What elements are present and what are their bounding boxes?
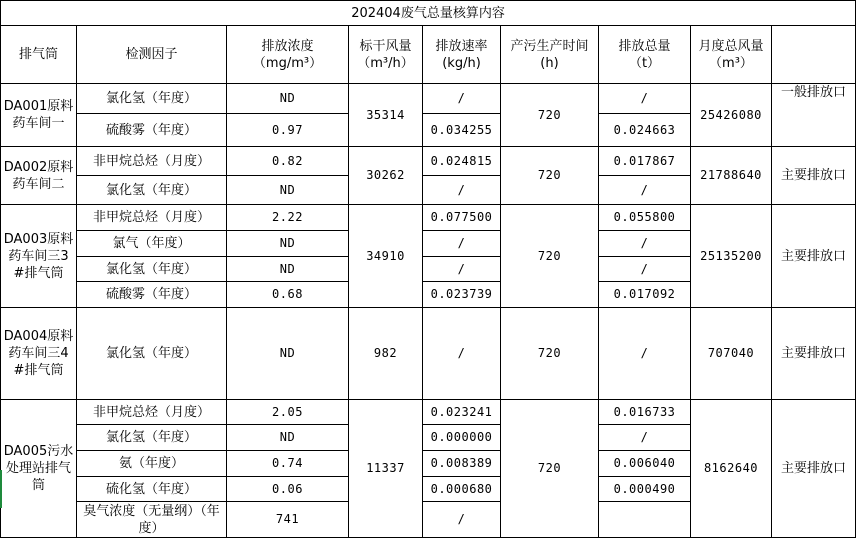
table-title[interactable]: 202404废气总量核算内容 <box>1 1 856 26</box>
rate-cell[interactable]: 0.008389 <box>423 451 501 477</box>
header-rate-unit: (kg/h) <box>442 55 481 71</box>
table-row <box>1 400 856 425</box>
header-total-label: 排放总量 <box>618 38 671 54</box>
header-rate-label: 排放速率 <box>435 38 488 54</box>
header-monthly-airflow-unit: （m³） <box>709 55 753 71</box>
concentration-cell[interactable]: ND <box>227 308 349 400</box>
header-factor[interactable] <box>77 26 227 84</box>
total-cell[interactable] <box>599 502 691 538</box>
rate-cell[interactable]: / <box>423 257 501 282</box>
total-cell[interactable]: / <box>599 257 691 282</box>
rate-cell[interactable]: / <box>423 231 501 257</box>
header-concentration[interactable] <box>227 26 349 84</box>
total-cell[interactable]: / <box>599 231 691 257</box>
table-row <box>1 84 856 114</box>
header-hours-unit: (h) <box>540 55 559 71</box>
concentration-cell[interactable]: ND <box>227 84 349 114</box>
hours-cell[interactable]: 720 <box>501 308 599 400</box>
stack-name-cell[interactable]: DA001原料药车间一 <box>1 84 77 147</box>
monthly-airflow-cell[interactable]: 8162640 <box>691 400 772 538</box>
airflow-cell[interactable]: 35314 <box>349 84 423 147</box>
rate-cell[interactable]: 0.023241 <box>423 400 501 425</box>
factor-cell[interactable]: 氯化氢（年度） <box>77 84 227 114</box>
header-stack-label: 排气筒 <box>18 47 58 62</box>
header-row <box>1 26 856 84</box>
outlet-type-cell[interactable] <box>772 84 856 147</box>
header-outlet-type[interactable] <box>772 26 856 84</box>
title-row <box>1 1 856 26</box>
header-total[interactable] <box>599 26 691 84</box>
factor-cell[interactable]: 氨（年度） <box>77 451 227 477</box>
header-monthly-airflow-label: 月度总风量 <box>698 38 764 54</box>
header-rate[interactable] <box>423 26 501 84</box>
total-cell[interactable]: 0.024663 <box>599 114 691 147</box>
outlet-type-label: 主要排放口 <box>781 168 847 183</box>
airflow-cell[interactable]: 982 <box>349 308 423 400</box>
header-concentration-unit: （mg/m³） <box>252 55 323 71</box>
factor-cell[interactable]: 臭气浓度（无量纲）（年度） <box>77 502 227 538</box>
concentration-cell[interactable]: 0.82 <box>227 147 349 176</box>
header-airflow[interactable] <box>349 26 423 84</box>
stack-name-cell[interactable]: DA004原料药车间三4#排气筒 <box>1 308 77 400</box>
stack-name-cell[interactable]: DA002原料药车间二 <box>1 147 77 205</box>
concentration-cell[interactable]: 2.22 <box>227 205 349 231</box>
factor-cell[interactable]: 硫酸雾（年度） <box>77 282 227 308</box>
airflow-cell[interactable]: 34910 <box>349 205 423 308</box>
hours-cell[interactable]: 720 <box>501 147 599 205</box>
monthly-airflow-cell[interactable]: 25426080 <box>691 84 772 147</box>
rate-cell[interactable]: / <box>423 308 501 400</box>
header-total-unit: （t） <box>628 55 661 71</box>
header-airflow-unit: （m³/h） <box>357 55 414 71</box>
monthly-airflow-cell[interactable]: 707040 <box>691 308 772 400</box>
concentration-cell[interactable]: 0.06 <box>227 477 349 502</box>
monthly-airflow-cell[interactable]: 25135200 <box>691 205 772 308</box>
factor-cell[interactable]: 非甲烷总烃（月度） <box>77 147 227 176</box>
concentration-cell[interactable]: ND <box>227 257 349 282</box>
factor-cell[interactable]: 氯化氢（年度） <box>77 308 227 400</box>
factor-cell[interactable]: 硫化氢（年度） <box>77 477 227 502</box>
outlet-type-label: 主要排放口 <box>781 346 847 361</box>
factor-cell[interactable]: 硫酸雾（年度） <box>77 114 227 147</box>
rate-cell[interactable]: 0.023739 <box>423 282 501 308</box>
outlet-type-label: 主要排放口 <box>781 248 847 264</box>
rate-cell[interactable]: 0.024815 <box>423 147 501 176</box>
airflow-cell[interactable]: 30262 <box>349 147 423 205</box>
rate-cell[interactable]: 0.077500 <box>423 205 501 231</box>
concentration-cell[interactable]: 2.05 <box>227 400 349 425</box>
concentration-cell[interactable]: 0.68 <box>227 282 349 308</box>
rate-cell[interactable]: / <box>423 84 501 114</box>
factor-cell[interactable]: 氯气（年度） <box>77 231 227 257</box>
total-cell[interactable]: / <box>599 425 691 451</box>
concentration-cell[interactable]: 0.97 <box>227 114 349 147</box>
factor-cell[interactable]: 氯化氢（年度） <box>77 425 227 451</box>
cell-selection-marker <box>0 470 2 508</box>
header-hours-label: 产污生产时间 <box>510 38 589 54</box>
concentration-cell[interactable]: ND <box>227 176 349 205</box>
outlet-type-cell[interactable] <box>772 147 856 205</box>
hours-cell[interactable]: 720 <box>501 84 599 147</box>
factor-cell[interactable]: 非甲烷总烃（月度） <box>77 205 227 231</box>
total-cell[interactable]: 0.016733 <box>599 400 691 425</box>
total-cell[interactable]: 0.017092 <box>599 282 691 308</box>
header-factor-label: 检测因子 <box>125 47 178 62</box>
table-row <box>1 147 856 176</box>
rate-cell[interactable]: / <box>423 176 501 205</box>
total-cell[interactable]: / <box>599 308 691 400</box>
total-cell[interactable]: 0.055800 <box>599 205 691 231</box>
stack-name-cell[interactable]: DA005污水处理站排气筒 <box>1 400 77 538</box>
outlet-type-cell[interactable] <box>772 400 856 538</box>
factor-cell[interactable]: 非甲烷总烃（月度） <box>77 400 227 425</box>
hours-cell[interactable]: 720 <box>501 400 599 538</box>
rate-cell[interactable]: 0.000000 <box>423 425 501 451</box>
header-stack[interactable] <box>1 26 77 84</box>
concentration-cell[interactable]: ND <box>227 425 349 451</box>
total-cell[interactable]: 0.006040 <box>599 451 691 477</box>
table-row <box>1 205 856 231</box>
total-cell[interactable]: 0.017867 <box>599 147 691 176</box>
total-cell[interactable]: / <box>599 84 691 114</box>
header-monthly-airflow[interactable] <box>691 26 772 84</box>
monthly-airflow-cell[interactable]: 21788640 <box>691 147 772 205</box>
header-hours[interactable] <box>501 26 599 84</box>
factor-cell[interactable]: 氯化氢（年度） <box>77 176 227 205</box>
outlet-type-cell[interactable] <box>772 205 856 308</box>
total-cell[interactable]: / <box>599 176 691 205</box>
rate-cell[interactable]: 0.000680 <box>423 477 501 502</box>
table-row <box>1 308 856 400</box>
total-cell[interactable]: 0.000490 <box>599 477 691 502</box>
outlet-type-label: 一般排放口 <box>781 85 847 100</box>
factor-cell[interactable]: 氯化氢（年度） <box>77 257 227 282</box>
outlet-type-cell[interactable] <box>772 308 856 400</box>
concentration-cell[interactable]: 0.74 <box>227 451 349 477</box>
outlet-type-label: 主要排放口 <box>781 461 847 476</box>
concentration-cell[interactable]: ND <box>227 231 349 257</box>
rate-cell[interactable]: / <box>423 502 501 538</box>
rate-cell[interactable]: 0.034255 <box>423 114 501 147</box>
header-concentration-label: 排放浓度 <box>261 38 314 54</box>
hours-cell[interactable]: 720 <box>501 205 599 308</box>
airflow-cell[interactable]: 11337 <box>349 400 423 538</box>
concentration-cell[interactable]: 741 <box>227 502 349 538</box>
stack-name-cell[interactable]: DA003原料药车间三3#排气筒 <box>1 205 77 308</box>
header-airflow-label: 标干风量 <box>359 38 412 54</box>
